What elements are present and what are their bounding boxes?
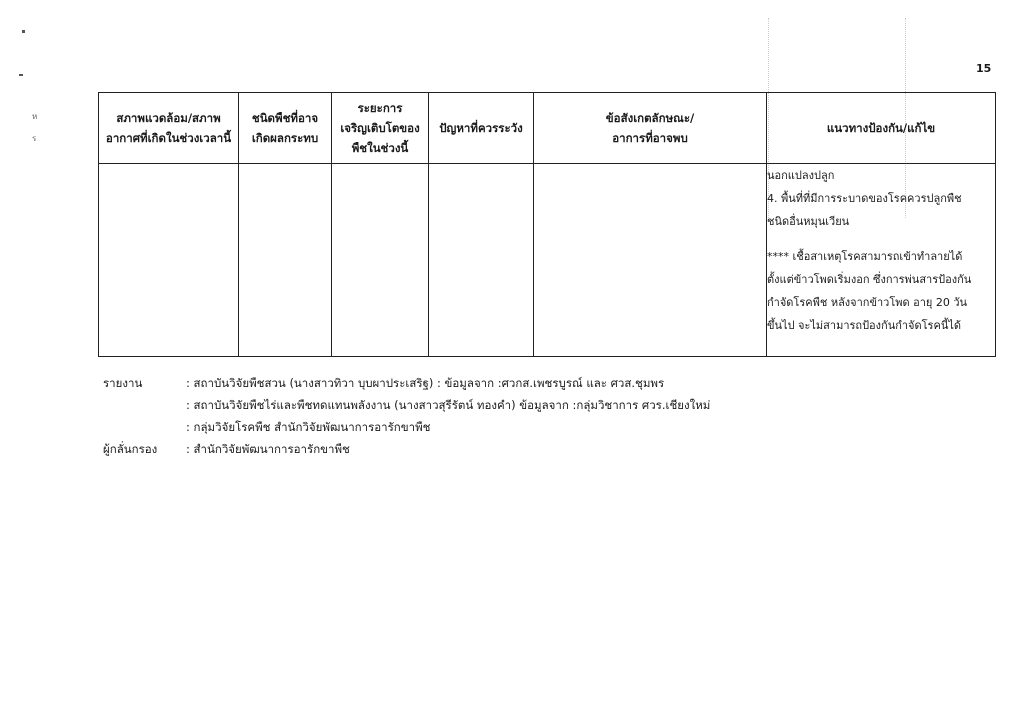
screener-value: : สำนักวิจัยพัฒนาการอารักขาพืช [186, 442, 350, 456]
report-source-2: : สถาบันวิจัยพืชไร่และพืชทดแทนพลังงาน (นางสาวสุรีรัตน์ ทองคำ) ข้อมูลจาก :กลุ่มวิชาการ ศวร.เชียงใหม่ [186, 398, 711, 412]
header-environment: สภาพแวดล้อม/สภาพ อากาศที่เกิดในช่วงเวลานี้ [99, 93, 239, 164]
plant-protection-table [98, 92, 996, 357]
cell-problems [429, 164, 534, 357]
prevention-line-blank [767, 233, 995, 245]
prevention-line: กำจัดโรคพืช หลังจากข้าวโพด อายุ 20 วัน [767, 296, 968, 309]
prevention-line: **** เชื้อสาเหตุโรคสามารถเข้าทำลายได้ [767, 250, 963, 263]
header-growth-stage: ระยะการ เจริญเติบโตของ พืชในช่วงนี้ [332, 93, 429, 164]
report-source-3: : กลุ่มวิจัยโรคพืช สำนักวิจัยพัฒนาการอารักขาพืช [186, 420, 431, 434]
cell-growth-stage [332, 164, 429, 357]
header-symptoms: ข้อสังเกตลักษณะ/ อาการที่อาจพบ [534, 93, 767, 164]
header-prevention: แนวทางป้องกัน/แก้ไข [767, 93, 996, 164]
cell-prevention [767, 164, 996, 357]
prevention-line: ขึ้นไป จะไม่สามารถป้องกันกำจัดโรคนี้ได้ [767, 319, 962, 332]
report-source-1: : สถาบันวิจัยพืชสวน (นางสาวทิวา บุบผาประเสริฐ) : ข้อมูลจาก :ศวกส.เพชรบูรณ์ และ ศวส.ชุมพร [186, 376, 665, 390]
header-affected-crops: ชนิดพืชที่อาจ เกิดผลกระทบ [239, 93, 332, 164]
scan-dot [22, 30, 25, 33]
prevention-line: 4. พื้นที่ที่มีการระบาดของโรคควรปลูกพืช [767, 192, 962, 205]
table-header-row [99, 93, 996, 164]
screener-label: ผู้กลั่นกรอง [103, 442, 158, 456]
header-problems: ปัญหาที่ควรระวัง [429, 93, 534, 164]
cell-affected-crops [239, 164, 332, 357]
table-row [99, 164, 996, 357]
cell-symptoms [534, 164, 767, 357]
page-number: 15 [976, 62, 992, 75]
prevention-line: ตั้งแต่ข้าวโพดเริ่มงอก ซึ่งการพ่นสารป้องกัน [767, 273, 972, 286]
cell-environment [99, 164, 239, 357]
scan-dash [19, 74, 23, 76]
prevention-line: ชนิดอื่นหมุนเวียน [767, 215, 850, 228]
prevention-line: นอกแปลงปลูก [767, 169, 835, 182]
scan-margin-mark: ร [32, 134, 37, 143]
report-label: รายงาน [103, 376, 143, 390]
scan-margin-mark: ห [32, 112, 38, 121]
